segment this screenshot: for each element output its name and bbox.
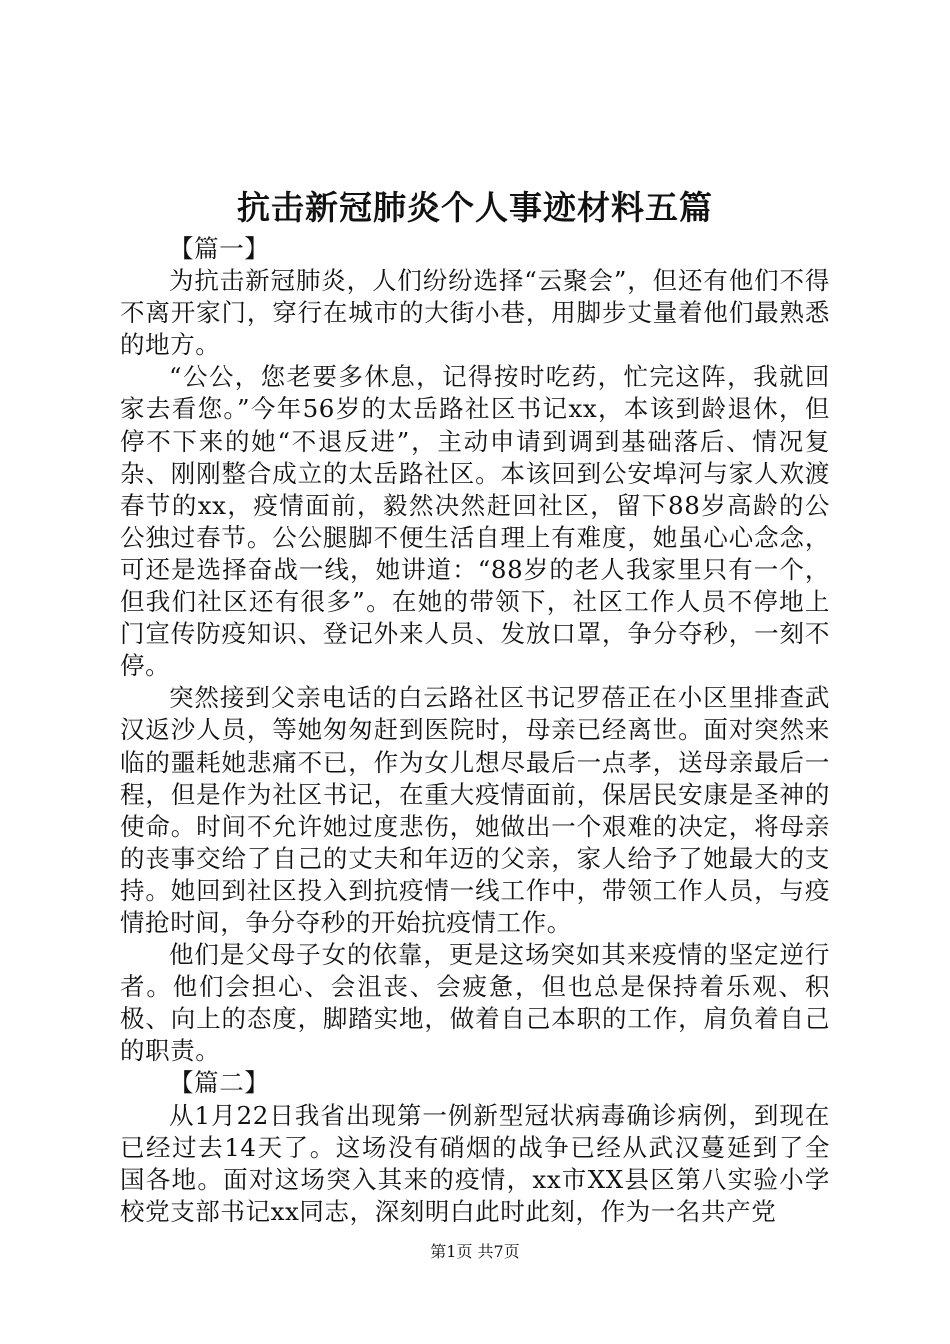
paragraph: 从1月22日我省出现第一例新型冠状病毒确诊病例，到现在已经过去14天了。这场没有硝烟的战争已经从武汉蔓延到了全国各地。面对这场突入其来的疫情，xx市XX县区第八实验小学校党支部书记xx同志，深刻明白此时此刻，作为一名共产党 xyxy=(120,1100,830,1226)
page-footer: 第1页 共7页 xyxy=(430,1242,520,1261)
document-title: 抗击新冠肺炎个人事迹材料五篇 xyxy=(237,188,713,227)
section-heading-1: 【篇一】 xyxy=(169,234,270,263)
paragraph: “公公，您老要多休息，记得按时吃药，忙完这阵，我就回家去看您。”今年56岁的太岳路社区书记xx，本该到龄退休，但停不下来的她“不退反进”，主动申请到调到基础落后、情况复杂、刚刚整合成立的太岳路社区。本该回到公安埠河与家人欢渡春节的xx，疫情面前，毅然决然赶回社区，留下88岁高龄的公公独过春节。公公腿脚不便生活自理上有难度，她虽心心念念，可还是选择奋战一线，她讲道：“88岁的老人我家里只有一个，但我们社区还有很多”。在她的带领下，社区工作人员不停地上门宣传防疫知识、登记外来人员、发放口罩，争分夺秒，一刻不停。 xyxy=(120,362,830,681)
paragraph: 为抗击新冠肺炎，人们纷纷选择“云聚会”，但还有他们不得不离开家门，穿行在城市的大街小巷，用脚步丈量着他们最熟悉的地方。 xyxy=(120,266,830,360)
paragraph: 他们是父母子女的依靠，更是这场突如其来疫情的坚定逆行者。他们会担心、会沮丧、会疲惫，但也总是保持着乐观、积极、向上的态度，脚踏实地，做着自己本职的工作，肩负着自己的职责。 xyxy=(120,940,830,1066)
document-body xyxy=(120,233,830,1228)
section-heading-2: 【篇二】 xyxy=(169,1068,270,1098)
paragraph: 突然接到父亲电话的白云路社区书记罗蓓正在小区里排查武汉返沙人员，等她匆匆赶到医院时，母亲已经离世。面对突然来临的噩耗她悲痛不已，作为女儿想尽最后一点孝，送母亲最后一程，但是作为社区书记，在重大疫情面前，保居民安康是圣神的使命。时间不允许她过度悲伤，她做出一个艰难的决定，将母亲的丧事交给了自己的丈夫和年迈的父亲，家人给予了她最大的支持。她回到社区投入到抗疫情一线工作中，带领工作人员，与疫情抢时间，争分夺秒的开始抗疫情工作。 xyxy=(120,683,830,937)
